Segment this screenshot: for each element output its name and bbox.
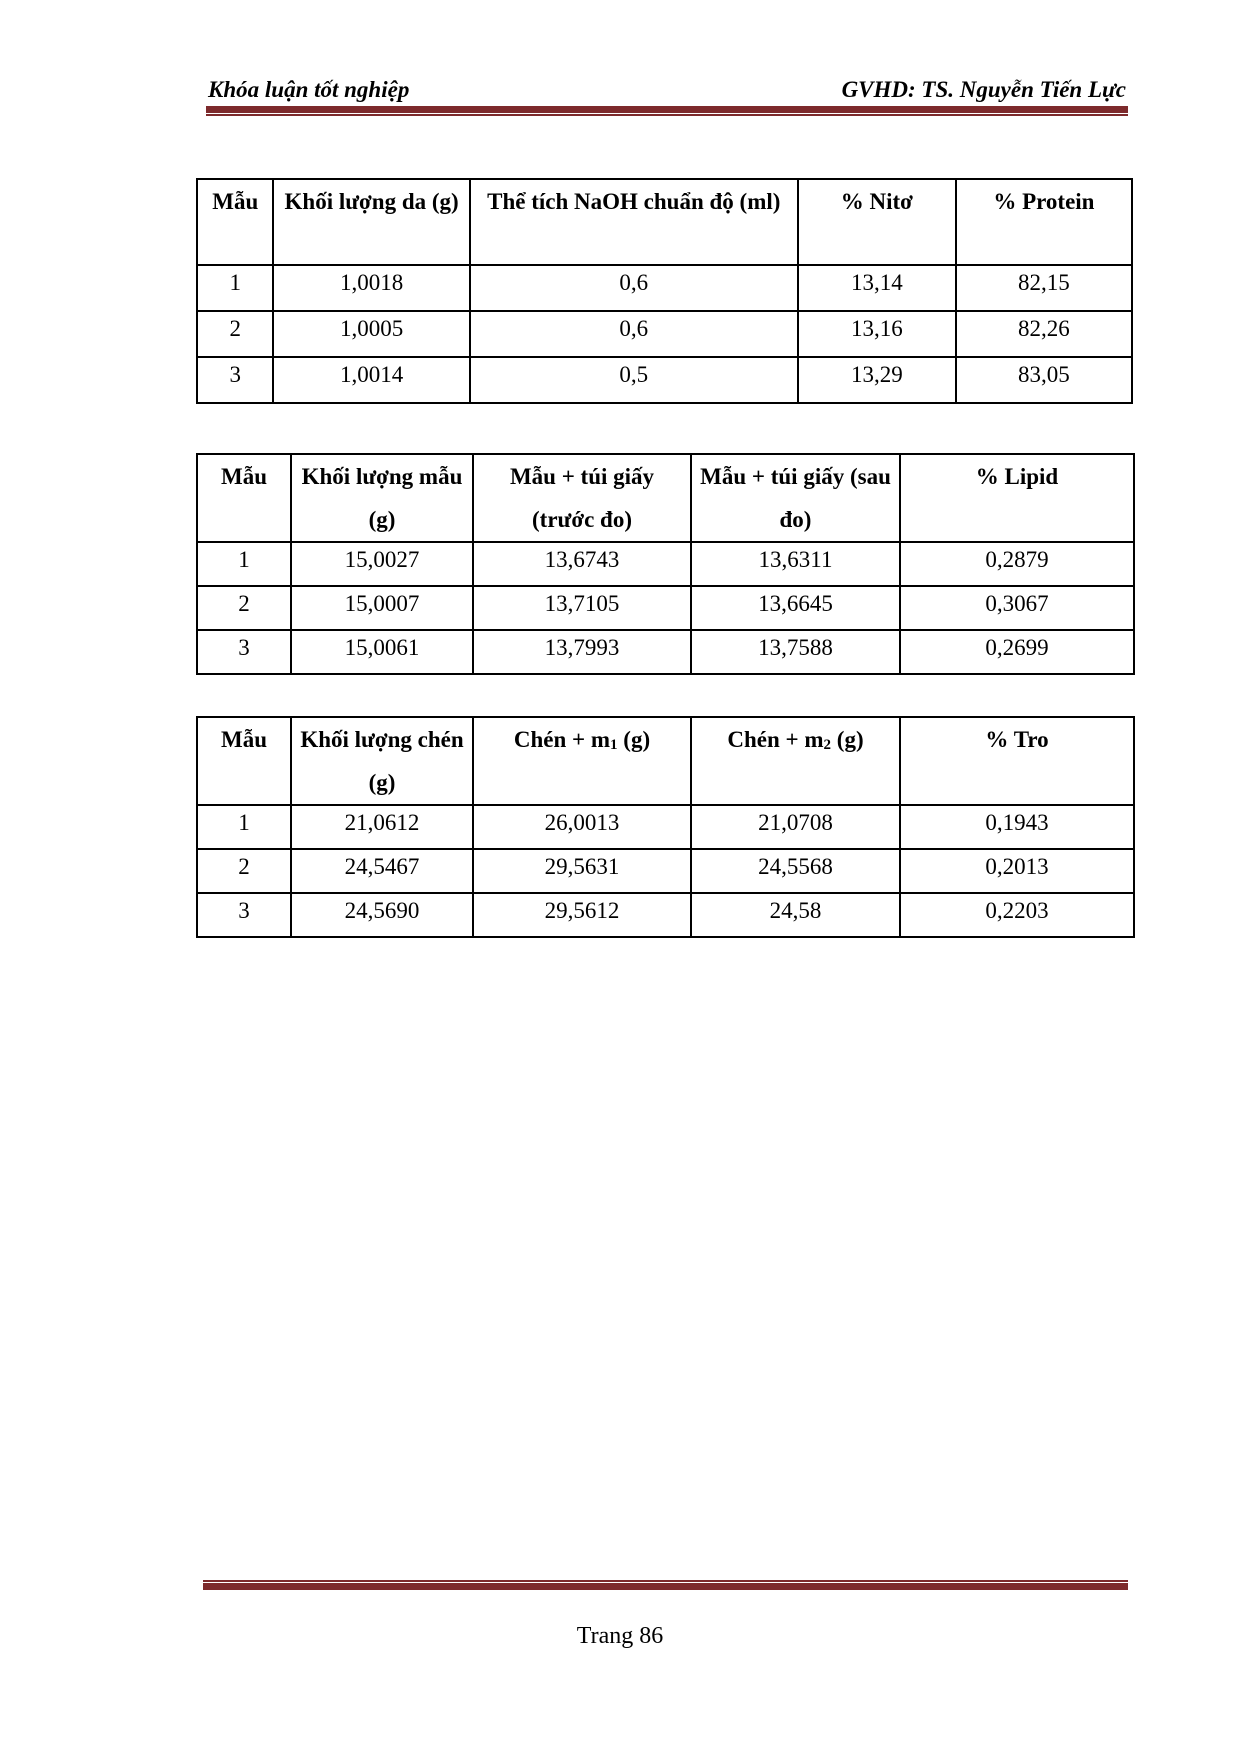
table-cell: 1 xyxy=(197,542,291,586)
table-row xyxy=(197,893,1134,937)
col-header-sample-mass: Khối lượng mẫu (g) xyxy=(291,454,473,542)
table-cell: 24,5690 xyxy=(291,893,473,937)
table-cell: 2 xyxy=(197,849,291,893)
col-header-crucible-m2: Chén + $m_2$ (g) xyxy=(691,717,900,805)
page-header xyxy=(206,72,1128,108)
table-cell: 15,0007 xyxy=(291,586,473,630)
table-cell: 0,6 xyxy=(470,265,798,311)
table-cell: 13,6311 xyxy=(691,542,900,586)
header-rule xyxy=(206,106,1128,116)
table-cell: 24,58 xyxy=(691,893,900,937)
table-cell: 2 xyxy=(197,311,273,357)
col-header-after: Mẫu + túi giấy (sau đo) xyxy=(691,454,900,542)
table-cell: 0,5 xyxy=(470,357,798,403)
col-header-before: Mẫu + túi giấy (trước đo) xyxy=(473,454,691,542)
ash-table xyxy=(196,716,1135,938)
table-cell: 13,6645 xyxy=(691,586,900,630)
table-header-row xyxy=(197,717,1134,805)
table-cell: 0,2203 xyxy=(900,893,1134,937)
table-cell: 13,29 xyxy=(798,357,956,403)
table-cell: 3 xyxy=(197,893,291,937)
table-cell: 13,14 xyxy=(798,265,956,311)
table-cell: 21,0612 xyxy=(291,805,473,849)
table-cell: 26,0013 xyxy=(473,805,691,849)
table-cell: 1 xyxy=(197,265,273,311)
table-cell: 82,26 xyxy=(956,311,1132,357)
col-header-lipid: % Lipid xyxy=(900,454,1134,542)
col-header-sample: Mẫu xyxy=(197,717,291,805)
table-cell: 0,2879 xyxy=(900,542,1134,586)
table-row xyxy=(197,265,1132,311)
table-cell: 2 xyxy=(197,586,291,630)
table-cell: 83,05 xyxy=(956,357,1132,403)
table-cell: 29,5631 xyxy=(473,849,691,893)
table-row xyxy=(197,586,1134,630)
table-cell: 0,6 xyxy=(470,311,798,357)
col-header-protein: % Protein xyxy=(956,179,1132,265)
table-cell: 24,5467 xyxy=(291,849,473,893)
table-cell: 82,15 xyxy=(956,265,1132,311)
col-header-naoh-volume: Thể tích NaOH chuẩn độ (ml) xyxy=(470,179,798,265)
table-cell: 13,7588 xyxy=(691,630,900,674)
protein-table xyxy=(196,178,1133,404)
table-row xyxy=(197,311,1132,357)
table-row xyxy=(197,542,1134,586)
table-cell: 13,16 xyxy=(798,311,956,357)
table-cell: 13,6743 xyxy=(473,542,691,586)
header-thesis-title: Khóa luận tốt nghiệp xyxy=(208,77,410,102)
table-cell: 3 xyxy=(197,357,273,403)
page-number: Trang 86 xyxy=(576,1623,664,1649)
table-cell: 0,2013 xyxy=(900,849,1134,893)
table-cell: 0,1943 xyxy=(900,805,1134,849)
col-header-nitrogen: % Nitơ xyxy=(798,179,956,265)
table-cell: 0,3067 xyxy=(900,586,1134,630)
table-header-row xyxy=(197,179,1132,265)
col-header-sample: Mẫu xyxy=(197,179,273,265)
table-cell: 29,5612 xyxy=(473,893,691,937)
table-row xyxy=(197,357,1132,403)
table-cell: 15,0027 xyxy=(291,542,473,586)
table-cell: 15,0061 xyxy=(291,630,473,674)
table-row xyxy=(197,630,1134,674)
table-cell: 0,2699 xyxy=(900,630,1134,674)
col-header-crucible-mass: Khối lượng chén (g) xyxy=(291,717,473,805)
col-header-crucible-m1: Chén + $m_1$ (g) xyxy=(473,717,691,805)
col-header-ash: % Tro xyxy=(900,717,1134,805)
table-cell: 1 xyxy=(197,805,291,849)
lipid-table xyxy=(196,453,1135,675)
table-cell: 13,7993 xyxy=(473,630,691,674)
col-header-skin-mass: Khối lượng da (g) xyxy=(273,179,469,265)
table-header-row xyxy=(197,454,1134,542)
table-cell: 24,5568 xyxy=(691,849,900,893)
table-cell: 1,0014 xyxy=(273,357,469,403)
table-row xyxy=(197,805,1134,849)
col-header-sample: Mẫu xyxy=(197,454,291,542)
table-cell: 3 xyxy=(197,630,291,674)
table-cell: 1,0018 xyxy=(273,265,469,311)
table-cell: 1,0005 xyxy=(273,311,469,357)
footer-rule xyxy=(203,1580,1128,1590)
table-cell: 21,0708 xyxy=(691,805,900,849)
table-row xyxy=(197,849,1134,893)
header-supervisor: GVHD: TS. Nguyễn Tiến Lực xyxy=(841,77,1126,102)
table-cell: 13,7105 xyxy=(473,586,691,630)
